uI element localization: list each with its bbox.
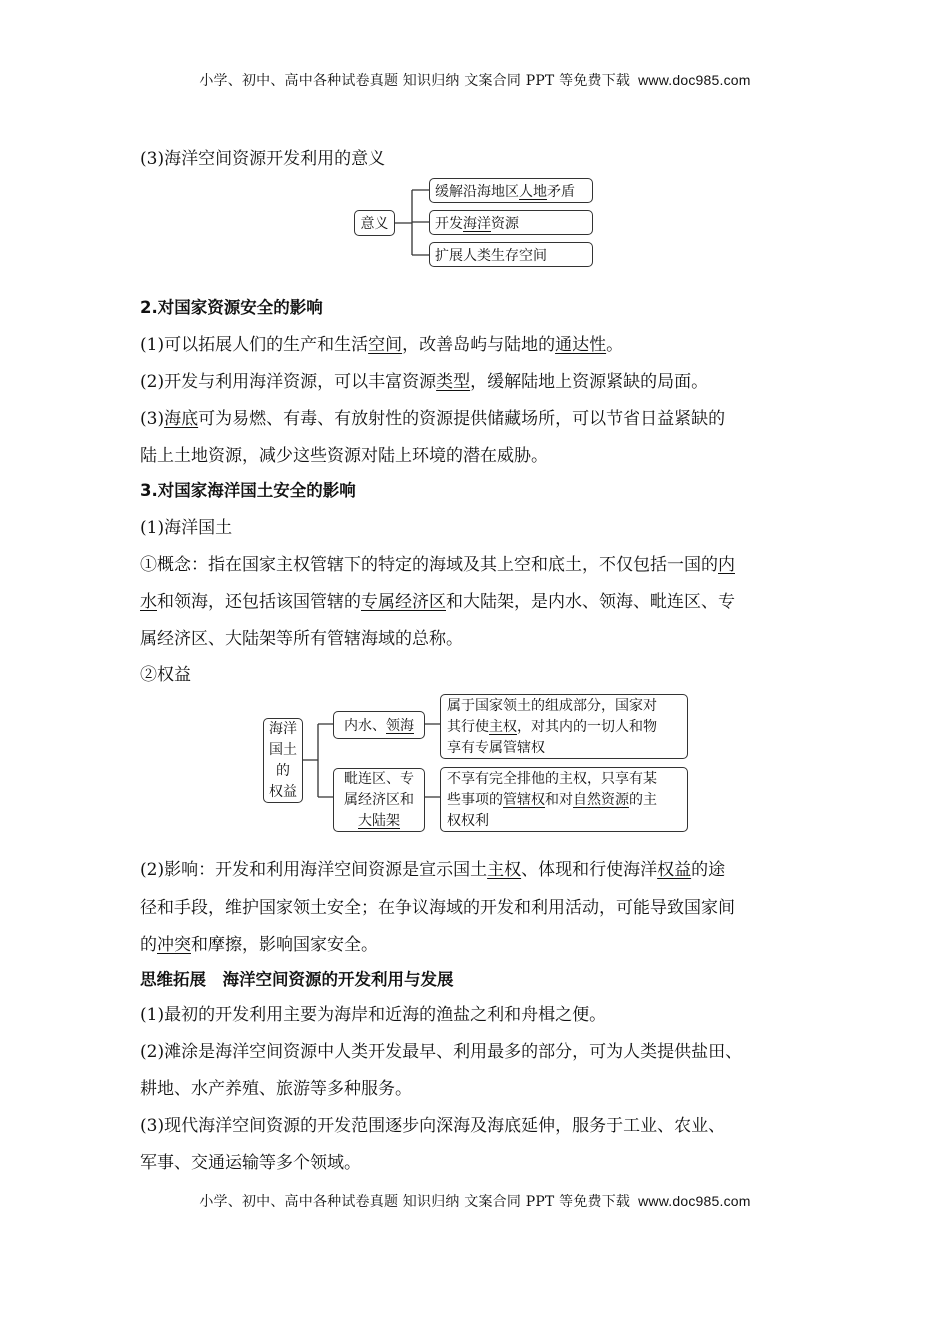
d2-desc2-l2 <box>447 790 681 811</box>
diagram1-item-1-c: 矛盾 <box>547 183 575 200</box>
d2-desc1-l2 <box>447 717 681 738</box>
d2-root-l2: 国土 <box>269 741 297 758</box>
d2-desc1-l2c: ，对其内的一切人和物 <box>517 719 657 735</box>
s2p1-b: 空间 <box>368 335 403 355</box>
section3-title: 3.对国家海洋国土安全的影响 <box>140 481 356 500</box>
c2-c: 专属经济区 <box>361 592 446 612</box>
d2-mid2-l1: 毗连区、专 <box>344 770 414 787</box>
ext-para3-line1: (3)现代海洋空间资源的开发范围逐步向深海及海底延伸，服务于工业、农业、 <box>140 1116 726 1136</box>
footer-text: 小学、初中、高中各种试卷真题 知识归纳 文案合同 PPT 等免费下载 <box>199 1194 631 1210</box>
diagram1-item-2-b: 海洋 <box>463 215 491 232</box>
ext-title: 思维拓展 海洋空间资源的开发利用与发展 <box>140 970 454 989</box>
diagram1-item-2-a: 开发 <box>435 215 463 232</box>
s2p1-a: (1)可以拓展人们的生产和生活 <box>140 335 369 355</box>
imp1-b: 主权 <box>487 860 522 880</box>
d2-desc1-l2b: 主权 <box>489 719 517 735</box>
ext-para1: (1)最初的开发利用主要为海岸和近海的渔盐之利和舟楫之便。 <box>140 1005 607 1025</box>
diagram2-desc2 <box>440 767 688 832</box>
d2-root-l4: 权益 <box>269 783 297 800</box>
section-meaning-title: (3)海洋空间资源开发利用的意义 <box>140 149 386 169</box>
c1-a: ①概念：指在国家主权管辖下的特定的海域及其上空和底土，不仅包括一国的 <box>140 555 718 575</box>
c2-a: 水 <box>140 592 157 612</box>
s2p3-b: 海底 <box>164 409 199 429</box>
d2-mid2-l2: 属经济区和 <box>344 791 414 808</box>
diagram1-item-1-b: 人地 <box>519 183 547 200</box>
s2p1-d: 通达性 <box>555 335 607 355</box>
impact-line3 <box>140 930 378 955</box>
d2-mid1-a: 内水、 <box>344 718 386 734</box>
d2-desc1-l2a: 其行使 <box>447 719 489 735</box>
section2-title: 2.对国家资源安全的影响 <box>140 298 323 317</box>
d2-desc2-l2d: 自然资源 <box>573 792 629 808</box>
diagram2-root <box>263 718 303 803</box>
rights-title: ②权益 <box>140 665 191 685</box>
diagram1-root-label: 意义 <box>360 216 389 232</box>
d2-desc2-l2b: 管辖权 <box>503 792 545 808</box>
c2-d: 和大陆架，是内水、领海、毗连区、专 <box>446 592 735 612</box>
footer-site: www.doc985.com <box>638 1193 751 1209</box>
section2-para3-line2: 陆上土地资源，减少这些资源对陆上环境的潜在威胁。 <box>140 446 548 466</box>
imp1-d: 权益 <box>657 860 692 880</box>
d2-desc1-l1: 属于国家领土的组成部分，国家对 <box>447 698 657 714</box>
header-text: 小学、初中、高中各种试卷真题 知识归纳 文案合同 PPT 等免费下载 <box>199 73 631 89</box>
ext-para2-line1: (2)滩涂是海洋空间资源中人类开发最早、利用最多的部分，可为人类提供盐田、 <box>140 1042 743 1062</box>
imp1-c: 、体现和行使海洋 <box>521 860 658 880</box>
c2-b: 和领海，还包括该国管辖的 <box>157 592 361 612</box>
imp1-e: 的途 <box>691 860 726 880</box>
section3-sub1: (1)海洋国土 <box>140 518 233 538</box>
s2p2-a: (2)开发与利用海洋资源，可以丰富资源 <box>140 372 437 392</box>
imp3-b: 冲突 <box>157 935 191 955</box>
diagram1-item-2-c: 资源 <box>491 215 519 232</box>
s2p1-c: ，改善岛屿与陆地的 <box>402 335 556 355</box>
page-footer <box>0 1191 950 1211</box>
d2-desc2-l2c: 和对 <box>545 792 573 808</box>
d2-mid2-l3: 大陆架 <box>358 812 400 829</box>
d2-desc2-l2a: 些事项的 <box>447 792 503 808</box>
diagram1-item-1-a: 缓解沿海地区 <box>435 183 519 200</box>
s2p2-b: 类型 <box>436 372 471 392</box>
diagram2-mid2 <box>333 768 425 832</box>
header-site: www.doc985.com <box>638 72 751 88</box>
s2p2-c: ，缓解陆地上资源紧缺的局面。 <box>470 372 709 392</box>
d2-desc1-l3: 享有专属管辖权 <box>447 740 545 756</box>
d2-desc2-l1: 不享有完全排他的主权，只享有某 <box>447 771 657 787</box>
imp3-c: 和摩擦，影响国家安全。 <box>191 935 378 955</box>
imp3-a: 的 <box>140 935 157 955</box>
diagram2-desc1 <box>440 694 688 759</box>
diagram2-mid1 <box>333 711 425 739</box>
s2p3-a: (3) <box>140 409 165 429</box>
d2-mid1-b: 领海 <box>386 718 414 734</box>
d2-root-l1: 海洋 <box>269 720 297 737</box>
ext-para2-line2: 耕地、水产养殖、旅游等多种服务。 <box>140 1079 412 1099</box>
ext-para3-line2: 军事、交通运输等多个领域。 <box>140 1153 361 1173</box>
s2p3-c: 可为易燃、有毒、有放射性的资源提供储藏场所，可以节省日益紧缺的 <box>198 409 726 429</box>
diagram1-item-3-label: 扩展人类生存空间 <box>435 247 547 264</box>
d2-root-l3: 的 <box>276 762 290 779</box>
c1-b: 内 <box>718 555 735 575</box>
d2-desc2-l3: 权权利 <box>447 813 489 829</box>
impact-line2: 径和手段，维护国家领土安全；在争议海域的开发和利用活动，可能导致国家间 <box>140 898 735 918</box>
s2p1-e: 。 <box>606 335 624 355</box>
concept-line3: 属经济区、大陆架等所有管辖海域的总称。 <box>140 629 463 649</box>
imp1-a: (2)影响：开发和利用海洋空间资源是宣示国土 <box>140 860 488 880</box>
impact-line1 <box>140 855 725 880</box>
d2-desc2-l2e: 的主 <box>629 792 657 808</box>
